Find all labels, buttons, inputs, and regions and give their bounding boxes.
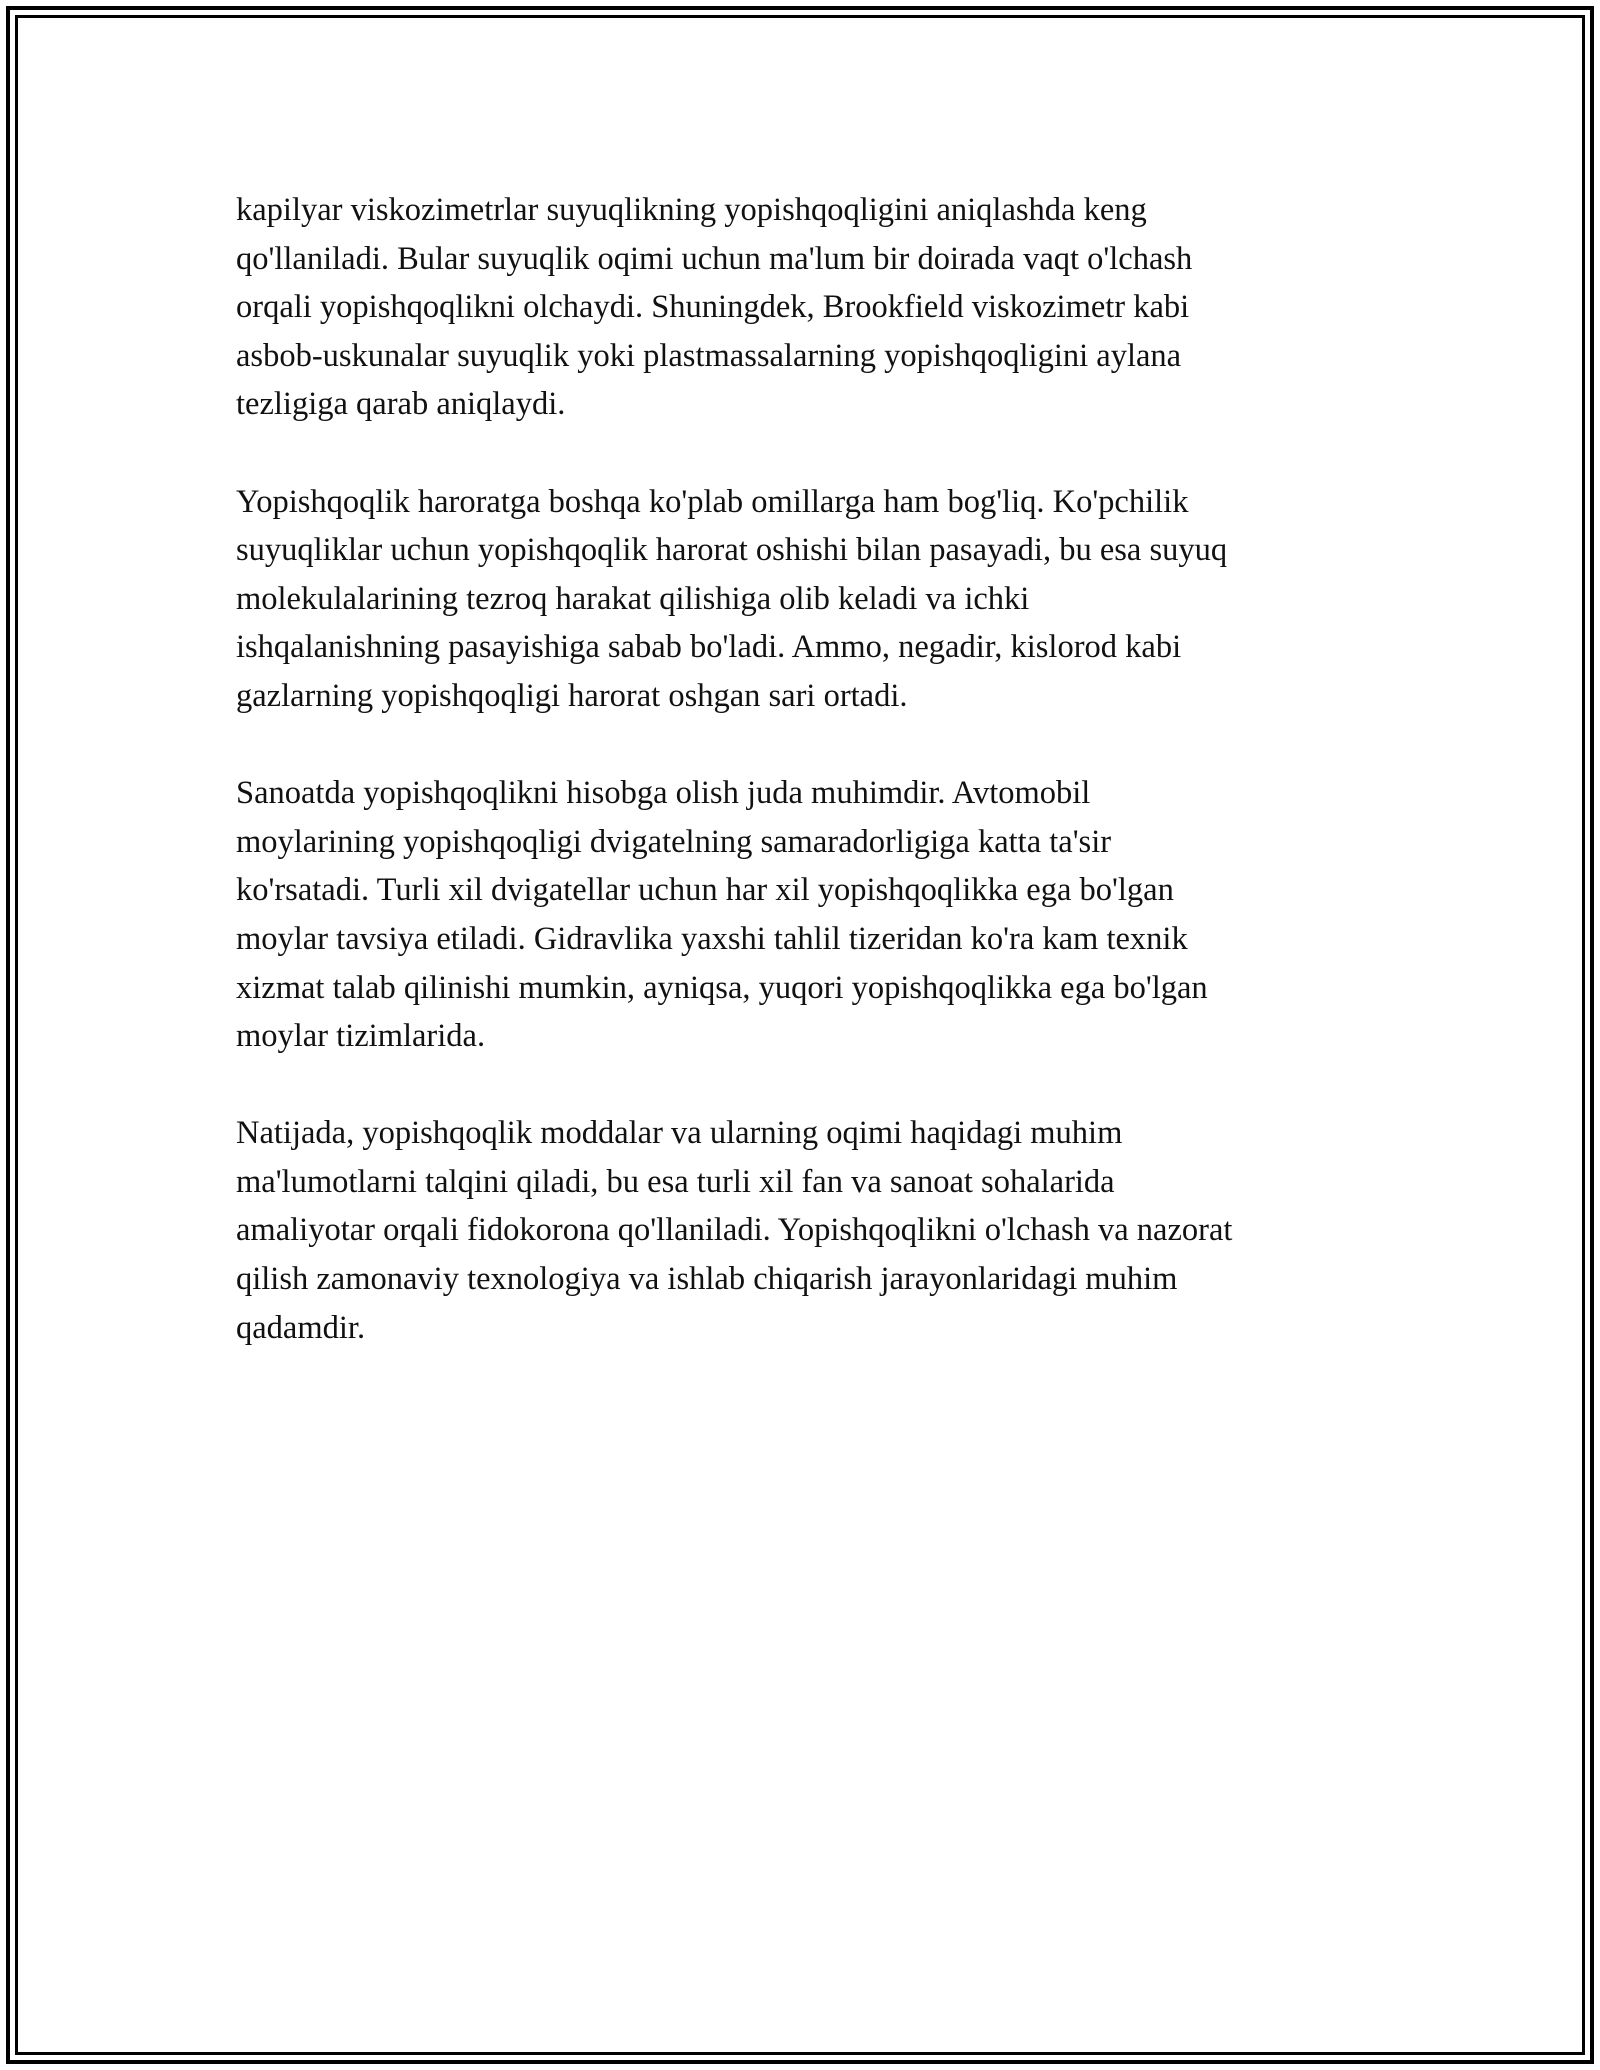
paragraph-3: Sanoatda yopishqoqlikni hisobga olish juda muhimdir. Avtomobil moylarining yopishqoqligi dvigatelning samaradorligiga katta ta'sir ko'rsatadi. Turli xil dvigatellar uchun har xil yopishqoqlikka ega bo'lgan moylar tavsiya etiladi. Gidravlika yaxshi tahlil tizeridan ko'ra kam texnik xizmat talab qilinishi mumkin, ayniqsa, yuqori yopishqoqlikka ega bo'lgan moylar tizimlarida. xyxy=(236,775,1208,1055)
paragraph-1: kapilyar viskozimetrlar suyuqlikning yopishqoqligini aniqlashda keng qo'llaniladi. Bular suyuqlik oqimi uchun ma'lum bir doirada vaqt o'lchash orqali yopishqoqlikni olchaydi. Shuningdek, Brookfield viskozimetr kabi asbob-uskunalar suyuqlik yoki plastmassalarning yopishqoqligini aylana tezligiga qarab aniqlaydi. xyxy=(236,192,1193,423)
paragraph-4: Natijada, yopishqoqlik moddalar va ularning oqimi haqidagi muhim ma'lumotlarni talqini qiladi, bu esa turli xil fan va sanoat sohalarida amaliyotar orqali fidokorona qo'llaniladi. Yopishqoqlikni o'lchash va nazorat qilish zamonaviy texnologiya va ishlab chiqarish jarayonlaridagi muhim qadamdir. xyxy=(236,1115,1233,1346)
document-body xyxy=(236,186,1396,1401)
paragraph-2: Yopishqoqlik haroratga boshqa ko'plab omillarga ham bog'liq. Ko'pchilik suyuqliklar uchun yopishqoqlik harorat oshishi bilan pasayadi, bu esa suyuq molekulalarining tezroq harakat qilishiga olib keladi va ichki ishqalanishning pasayishiga sabab bo'ladi. Ammo, negadir, kislorod kabi gazlarning yopishqoqligi harorat oshgan sari ortadi. xyxy=(236,483,1228,714)
